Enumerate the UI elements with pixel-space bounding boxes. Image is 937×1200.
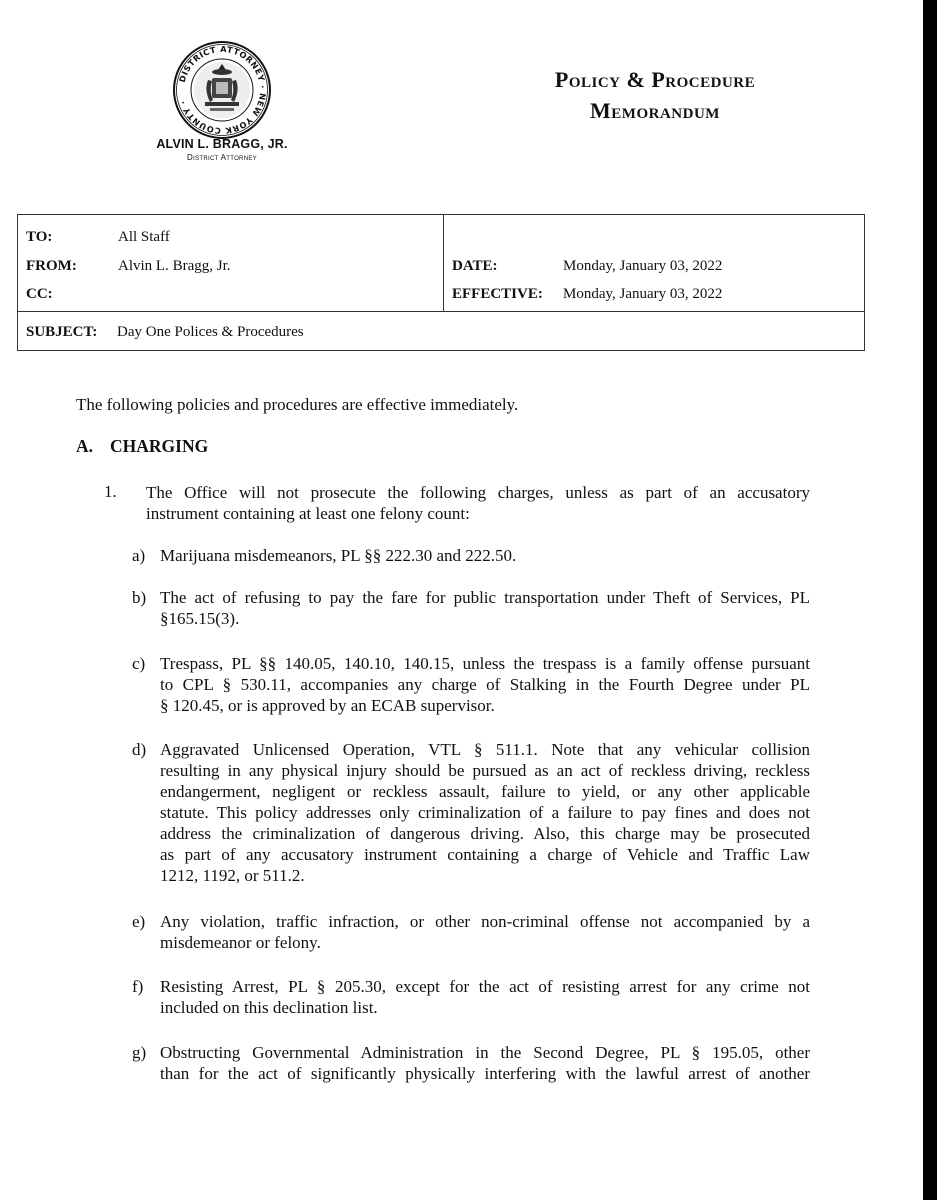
page-edge-shadow [923,0,937,1200]
text-line: endangerment, negligent or reckless assault, failure to yield, or any other applicable [160,782,810,801]
subitem-b-text [160,587,810,629]
subitem-c-marker: c) [132,654,146,673]
from-label: FROM: [26,258,77,274]
text-line: § 120.45, or is approved by an ECAB supervisor. [160,696,495,715]
date-value: Monday, January 03, 2022 [563,258,723,274]
text-line: resulting in any physical injury should be pursued as an act of reckless driving, reckless [160,761,810,780]
text-line: statute. This policy addresses only criminalization of a failure to pay fines and does not [160,803,810,822]
text-line: than for the act of significantly physically interfering with the lawful arrest of another [160,1064,810,1083]
subitem-a-marker: a) [132,546,146,565]
subitem-e-text [160,911,810,953]
memo-title-line-1: Policy & Procedure [554,67,756,92]
section-letter: A. [76,436,94,456]
subject-value: Day One Polices & Procedures [117,324,304,340]
memo-title [490,64,820,126]
subitem-b-marker: b) [132,588,147,607]
text-line: Resisting Arrest, PL § 205.30, except for the act of resisting arrest for any crime not [160,977,810,996]
effective-value: Monday, January 03, 2022 [563,286,723,302]
da-name: ALVIN L. BRAGG, JR. [156,137,288,151]
item-1-number: 1. [104,482,117,501]
text-line: included on this declination list. [160,998,378,1017]
text-line: Marijuana misdemeanors, PL §§ 222.30 and 222.50. [160,546,517,565]
memo-header-box [17,214,865,351]
subitem-c-text [160,653,810,716]
text-line: The act of refusing to pay the fare for public transportation under Theft of Services, PL [160,588,810,607]
text-line: Trespass, PL §§ 140.05, 140.10, 140.15, unless the trespass is a family offense pursuant [160,654,810,673]
text-line: instrument containing at least one felony count: [146,504,470,523]
text-line: §165.15(3). [160,609,240,628]
subitem-d-marker: d) [132,740,147,759]
to-value: All Staff [118,229,170,245]
memo-title-line-2: Memorandum [590,98,720,123]
subitem-f-marker: f) [132,977,144,996]
header-divider-vertical [443,215,444,311]
subitem-d-text [160,739,810,886]
text-line: address the criminalization of dangerous driving. Also, this charge may be prosecuted [160,824,810,843]
item-1-text [146,482,810,524]
text-line: Aggravated Unlicensed Operation, VTL § 511.1. Note that any vehicular collision [160,740,810,759]
subitem-f-text [160,976,810,1018]
text-line: Obstructing Governmental Administration in the Second Degree, PL § 195.05, other [160,1043,810,1062]
text-line: The Office will not prosecute the following charges, unless as part of an accusatory [146,483,810,502]
subitem-g-marker: g) [132,1043,147,1062]
text-line: 1212, 1192, or 511.2. [160,866,305,885]
text-line: Any violation, traffic infraction, or other non-criminal offense not accompanied by a [160,912,810,931]
date-label: DATE: [452,258,498,274]
cc-label: CC: [26,286,53,302]
district-attorney-seal-icon [172,40,272,140]
header-divider-horizontal [18,311,864,312]
svg-text:DISTRICT ATTORNEY · NEW YORK C: DISTRICT ATTORNEY · NEW YORK COUNTY · [176,43,269,137]
subitem-a-text [160,545,810,566]
section-title: CHARGING [110,436,209,456]
text-line: as part of any accusatory instrument containing a charge of Vehicle and Traffic Law [160,845,810,864]
subitem-e-marker: e) [132,912,146,931]
from-value: Alvin L. Bragg, Jr. [118,258,231,274]
subject-label: SUBJECT: [26,324,98,340]
da-role: District Attorney [187,153,257,162]
text-line: to CPL § 530.11, accompanies any charge of Stalking in the Fourth Degree under PL [160,675,810,694]
intro-paragraph: The following policies and procedures are effective immediately. [76,395,519,414]
effective-label: EFFECTIVE: [452,286,543,302]
subitem-g-text [160,1042,810,1084]
to-label: TO: [26,229,53,245]
text-line: misdemeanor or felony. [160,933,321,952]
